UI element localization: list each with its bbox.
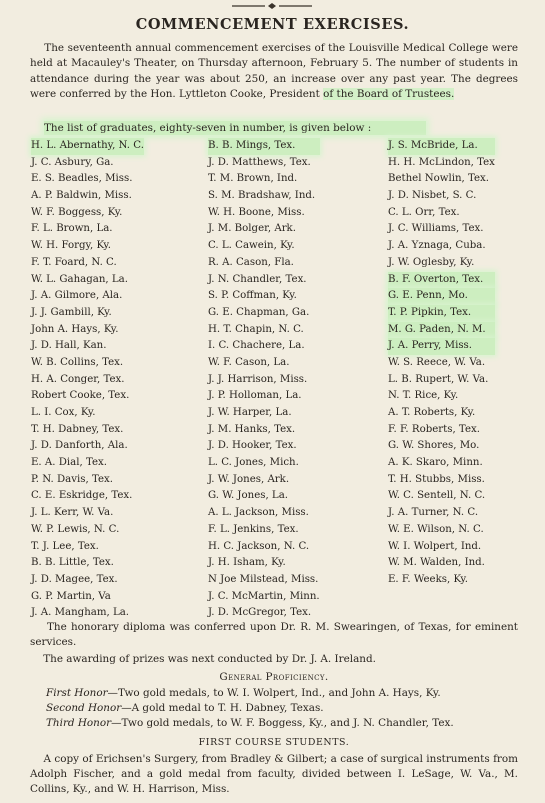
graduate-entry: J. M. Hanks, Tex. [208,423,296,435]
honor-text: —Two gold medals, to W. F. Boggess, Ky., and J. N. Chandler, Tex. [111,717,454,729]
graduate-entry: J. C. Williams, Tex. [388,223,484,235]
graduate-entry: I. C. Chachere, La. [208,340,305,352]
graduate-entry: J. P. Holloman, La. [208,390,302,402]
graduates-column-3 [388,138,495,589]
graduate-entry: A. P. Baldwin, Miss. [31,190,132,202]
graduate-entry: S. M. Bradshaw, Ind. [208,190,316,202]
graduate-entry: G. E. Chapman, Ga. [208,306,310,318]
graduate-entry: John A. Hays, Ky. [31,323,119,335]
graduate-entry: H. T. Chapin, N. C. [208,323,304,335]
graduate-entry: J. W. Jones, Ark. [208,473,290,485]
graduate-entry: J. D. Magee, Tex. [31,573,118,585]
graduate-entry: L. I. Cox, Ky. [31,407,96,418]
graduate-entry: L. B. Rupert, W. Va. [388,373,489,385]
honor-text: —Two gold medals, to W. I. Wolpert, Ind., and John A. Hays, Ky. [107,687,441,699]
honor-line-3 [46,716,526,731]
graduate-entry: F. F. Roberts, Tex. [388,423,480,435]
prizes-intro-text: The awarding of prizes was next conducted by Dr. J. A. Ireland. [43,653,376,665]
honorary-paragraph [30,620,518,650]
graduate-entry: Bethel Nowlin, Tex. [388,173,490,185]
intro-text: The seventeenth annual commencement exercises of the Louisville Medical College were held at Macauley's Theater, on Thursday afternoon, February 5. The number of students in attendance during the year was about 250, an increase over any past year. The degrees were conferred by the Hon. Lyttleton Cooke, President [30,42,519,101]
graduate-entry: J. S. McBride, La. [388,138,495,155]
graduate-entry: H. H. McLindon, Tex [388,156,495,168]
graduate-entry: C. L. Orr, Tex. [388,206,460,218]
graduate-entry: J. H. Isham, Ky. [208,557,286,569]
graduate-entry: J. D. McGregor, Tex. [208,607,312,619]
graduate-entry: F. L. Jenkins, Tex. [208,523,299,535]
graduate-entry: J. D. Matthews, Tex. [208,156,311,168]
graduate-entry: L. C. Jones, Mich. [208,457,299,469]
prizes-intro-paragraph [30,652,518,667]
graduate-entry: W. E. Wilson, N. C. [388,523,484,535]
graduate-entry: E. F. Weeks, Ky. [388,573,469,585]
graduate-entry: W. H. Boone, Miss. [208,206,305,218]
graduate-entry: B. B. Mings, Tex. [208,138,320,155]
graduate-entry: A. K. Skaro, Minn. [388,457,483,469]
graduate-entry: F. T. Foard, N. C. [31,256,117,268]
graduate-entry: E. S. Beadles, Miss. [31,173,133,185]
graduate-entry: N Joe Milstead, Miss. [208,573,319,585]
graduate-entry: W. P. Lewis, N. C. [31,523,120,535]
graduate-entry: Robert Cooke, Tex. [31,390,130,402]
graduate-entry: S. P. Coffman, Ky. [208,290,297,302]
graduates-column-2 [208,138,320,622]
graduate-entry: H. C. Jackson, N. C. [208,540,310,552]
honorary-text: The honorary diploma was conferred upon Dr. R. M. Swearingen, of Texas, for eminent services. [30,621,518,649]
graduate-entry: G. W. Jones, La. [208,490,289,502]
graduate-entry: E. A. Dial, Tex. [31,457,107,469]
graduate-entry: W. C. Sentell, N. C. [388,490,486,502]
graduate-entry: J. A. Perry, Miss. [388,338,495,355]
intro-highlight: of the Board of Trustees. [323,88,455,101]
graduate-entry: J. A. Gilmore, Ala. [31,290,123,302]
graduate-entry: B. B. Little, Tex. [31,557,114,569]
first-course-text: A copy of Erichsen's Surgery, from Bradley & Gilbert; a case of surgical instruments from Adolph Fischer, and a gold medal from faculty, divided between I. LeSage, W. Va., M. Collins, Ky., and W. H. Harrison, Miss. [30,753,518,796]
graduates-column-1 [31,138,144,622]
ornament-divider [232,2,312,10]
graduate-entry: J. W. Oglesby, Ky. [388,256,475,268]
graduate-entry: W. F. Cason, La. [208,356,290,368]
graduate-entry: T. M. Brown, Ind. [208,173,298,185]
graduate-entry: J. W. Harper, La. [208,407,292,418]
honor-label: First Honor [46,687,108,699]
graduate-entry: W. I. Wolpert, Ind. [388,540,482,552]
graduate-entry: J. D. Hooker, Tex. [208,440,297,452]
page-title: COMMENCEMENT EXERCISES. [135,16,410,33]
graduate-entry: J. D. Hall, Kan. [31,340,107,352]
graduate-entry: G. W. Shores, Mo. [388,440,480,452]
graduate-entry: P. N. Davis, Tex. [31,473,113,485]
graduate-entry: T. J. Lee, Tex. [31,540,99,552]
graduate-entry: T. H. Dabney, Tex. [31,423,124,435]
graduate-entry: B. F. Overton, Tex. [388,272,495,289]
graduate-entry: M. G. Paden, N. M. [388,322,495,339]
graduate-entry: J. A. Mangham, La. [31,607,130,619]
graduate-entry: F. L. Brown, La. [31,223,113,235]
graduate-entry: W. S. Reece, W. Va. [388,356,486,368]
honor-label: Second Honor [46,702,122,714]
honor-line-2 [46,701,526,716]
graduate-entry: J. D. Nisbet, S. C. [388,190,477,202]
graduate-entry: W. F. Boggess, Ky. [31,206,123,218]
graduate-entry: J. J. Harrison, Miss. [208,373,308,385]
graduate-entry: A. T. Roberts, Ky. [388,407,476,418]
graduate-entry: H. A. Conger, Tex. [31,373,125,385]
graduate-entry: W. M. Walden, Ind. [388,557,485,569]
graduate-entry: J. C. McMartin, Minn. [208,590,320,602]
graduate-entry: W. B. Collins, Tex. [31,356,124,368]
honor-text: —A gold medal to T. H. Dabney, Texas. [121,702,324,714]
graduate-entry: W. L. Gahagan, La. [31,273,128,285]
graduate-entry: J. L. Kerr, W. Va. [31,507,114,519]
intro-paragraph [30,41,518,103]
graduate-entry: R. A. Cason, Fla. [208,256,294,268]
graduate-entry: J. D. Danforth, Ala. [31,440,128,452]
graduate-entry: C. L. Cawein, Ky. [208,240,295,252]
graduate-entry: G. E. Penn, Mo. [388,288,495,305]
honor-line-1 [46,686,526,701]
graduate-entry: A. L. Jackson, Miss. [208,507,309,519]
honor-label: Third Honor [46,717,112,729]
graduate-entry: W. H. Forgy, Ky. [31,240,112,252]
first-course-paragraph [30,752,518,798]
graduate-entry: C. E. Eskridge, Tex. [31,490,133,502]
graduates-list-intro: The list of graduates, eighty-seven in number, is given below : [44,121,426,135]
graduate-entry: J. M. Bolger, Ark. [208,223,296,235]
graduate-entry: J. N. Chandler, Tex. [208,273,307,285]
first-course-heading: FIRST COURSE STUDENTS. [198,737,350,748]
graduate-entry: H. L. Abernathy, N. C. [31,138,144,155]
graduate-entry: T. P. Pipkin, Tex. [388,305,495,322]
graduate-entry: G. P. Martin, Va [31,590,111,602]
graduate-entry: J. J. Gambill, Ky. [31,306,112,318]
graduate-entry: T. H. Stubbs, Miss. [388,473,485,485]
graduate-entry: J. A. Yznaga, Cuba. [388,240,486,252]
general-proficiency-heading: General Proficiency. [219,671,329,683]
graduate-entry: N. T. Rice, Ky. [388,390,459,402]
graduate-entry: J. A. Turner, N. C. [388,507,479,519]
graduate-entry: J. C. Asbury, Ga. [31,156,114,168]
